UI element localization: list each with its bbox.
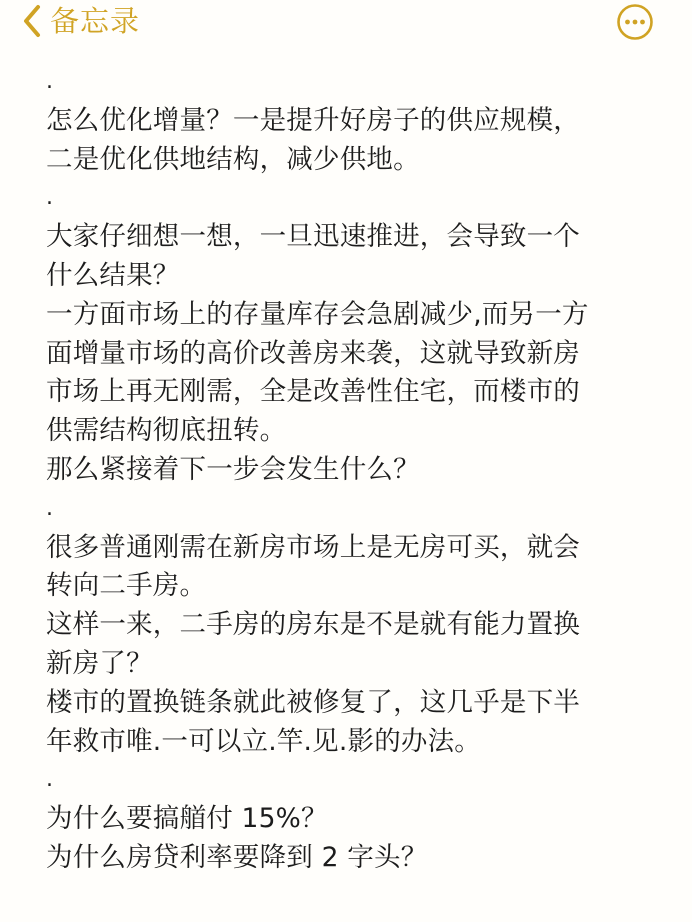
note-line: 怎么优化增量？一是提升好房子的供应规模， (46, 104, 580, 136)
note-line: 供需结构彻底扭转。 (46, 415, 287, 447)
back-label: 备忘录 (50, 4, 141, 38)
ellipsis-circle-icon (616, 3, 654, 41)
note-line: 很多普通刚需在新房市场上是无房可买，就会 (46, 531, 580, 563)
note-body[interactable] (46, 63, 646, 878)
note-line: . (46, 69, 54, 94)
note-line: 一方面市场上的存量库存会急剧减少,而另一方 (46, 298, 589, 330)
more-options-button[interactable] (616, 3, 654, 41)
note-line: 二是优化供地结构，减少供地。 (46, 143, 420, 175)
note-line: 市场上再无刚需，全是改善性住宅，而楼市的 (46, 376, 580, 408)
note-line: . (46, 495, 54, 521)
note-line: . (46, 767, 54, 793)
chevron-left-icon (20, 2, 46, 40)
navigation-bar (0, 0, 692, 44)
note-line: 为什么房贷利率要降到 2 字头？ (46, 841, 428, 873)
note-line: 新房了？ (46, 647, 153, 679)
note-line: 这样一来，二手房的房东是不是就有能力置换 (46, 609, 580, 641)
note-line: 什么结果？ (46, 259, 180, 291)
note-line: . (46, 185, 54, 211)
note-line: 大家仔细想一想，一旦迅速推进，会导致一个 (46, 221, 580, 253)
back-button[interactable] (20, 2, 140, 40)
note-line: 为什么要搞艏付 15%？ (46, 803, 328, 835)
note-line: 楼市的置换链条就此被修复了，这几乎是下半 (46, 686, 580, 718)
note-line: 转向二手房。 (46, 570, 207, 602)
note-line: 面增量市场的高价改善房来袭，这就导致新房 (46, 337, 580, 369)
note-line: 年救市唯.一可以立.竿.见.影的办法。 (46, 725, 481, 757)
note-line: 那么紧接着下一步会发生什么？ (46, 453, 420, 485)
